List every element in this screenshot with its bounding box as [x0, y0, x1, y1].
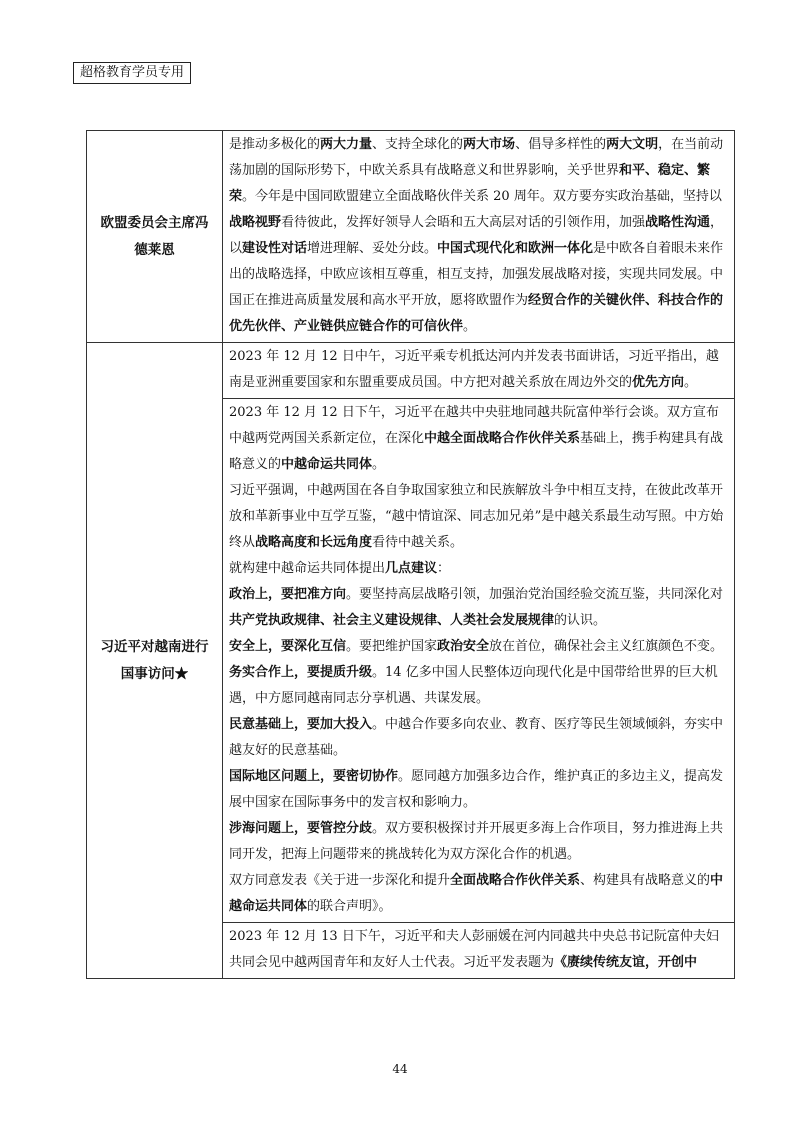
text-segment: 看待中越关系。: [372, 535, 464, 550]
text-segment: 。: [372, 457, 386, 472]
paragraph: [229, 924, 728, 976]
text-segment: 。要把维护国家: [346, 639, 438, 654]
row-title-cell: 习近平对越南进行国事访问★: [87, 343, 223, 979]
paragraph: [229, 868, 728, 920]
bold-text: 战略高度和长远角度: [255, 535, 373, 550]
bold-text: 安全上，要深化互信: [229, 639, 347, 654]
bold-text: 涉海问题上，要管控分歧: [229, 821, 373, 836]
bold-text: 和平、稳定、繁荣: [229, 163, 711, 204]
paragraph: [229, 478, 728, 556]
text-segment: 。今年是中国同欧盟建立全面战略伙伴关系 20 周年。双方要夯实政治基础，坚持以: [242, 189, 722, 204]
bold-text: 中越命运共同体: [281, 457, 373, 472]
text-segment: 。14 亿多中国人民整体迈向现代化是中国带给世界的巨大机遇，中方愿同越南同志分享机遇、共谋发展。: [229, 665, 718, 706]
paragraph: [229, 132, 728, 340]
content-cell: [223, 399, 735, 923]
paragraph: [229, 660, 728, 712]
content-cell: [223, 343, 735, 399]
paragraph: [229, 634, 728, 660]
bold-text: 优先方向: [632, 375, 685, 390]
text-segment: 增进理解、妥处分歧。: [307, 241, 438, 256]
bold-text: 共产党执政规律、社会主义建设规律、人类社会发展规律: [229, 613, 555, 628]
text-segment: 习近平强调，中越两国在各自争取国家独立和民族解放斗争中相互支持，在彼此改革开放和革新事业中互学互鉴，“越中情谊深、同志加兄弟”是中越关系最生动写照。中方始终从: [229, 483, 724, 550]
bold-text: 战略性沟通: [645, 215, 711, 230]
text-segment: 2023 年 12 月 12 日中午，习近平乘专机抵达河内并发表书面讲话，习近平指出，越南是亚洲重要国家和东盟重要成员国。中方把对越关系放在周边外交的: [229, 349, 719, 390]
bold-text: 政治上，要把准方向: [229, 587, 347, 602]
bold-text: 务实合作上，要提质升级: [229, 665, 373, 680]
document-header-label: 超格教育学员专用: [73, 62, 191, 84]
content-cell: [223, 131, 735, 343]
text-segment: 。要坚持高层战略引领，加强治党治国经验交流互鉴，共同深化对: [346, 587, 724, 602]
bold-text: 经贸合作的关键伙伴、科技合作的优先伙伴、产业链供应链合作的可信伙伴: [229, 293, 724, 334]
text-segment: 基础上，携手构建具有战略意义的: [229, 431, 724, 472]
text-segment: 双方同意发表《关于进一步深化和提升: [229, 873, 451, 888]
paragraph: [229, 556, 728, 582]
bold-text: 全面战略合作伙伴关系: [450, 873, 581, 888]
text-segment: 。: [463, 319, 477, 334]
table-row: [87, 131, 735, 343]
text-segment: 、支持全球化的: [372, 137, 464, 152]
bold-text: 中越全面战略合作伙伴关系: [424, 431, 581, 446]
text-segment: 。愿同越方加强多边合作，维护真正的多边主义，提高发展中国家在国际事务中的发言权和影响力。: [229, 769, 724, 810]
bold-text: 中国式现代化和欧洲一体化: [437, 241, 594, 256]
bold-text: 政治安全: [437, 639, 490, 654]
text-segment: ，在当前动荡加剧的国际形势下，中欧关系具有战略意义和世界影响，关乎世界: [229, 137, 724, 178]
bold-text: 《赓续传统友谊，开创中: [554, 955, 698, 970]
bold-text: 民意基础上，要加大投入: [229, 717, 373, 732]
paragraph: [229, 400, 728, 478]
paragraph: [229, 816, 728, 868]
content-cell: [223, 923, 735, 979]
bold-text: 建设性对话: [242, 241, 308, 256]
row-title-cell: 欧盟委员会主席冯德莱恩: [87, 131, 223, 343]
text-segment: 、构建具有战略意义的: [580, 873, 711, 888]
bold-text: 两大文明: [606, 137, 659, 152]
text-segment: 2023 年 12 月 12 日下午，习近平在越共中央驻地同越共阮富仲举行会谈。双方宣布中越两党两国关系新定位，在深化: [229, 405, 719, 446]
text-segment: 是推动多极化的: [229, 137, 321, 152]
bold-text: 国际地区问题上，要密切协作: [229, 769, 399, 784]
text-segment: 。双方要积极探讨并开展更多海上合作项目，努力推进海上共同开发，把海上问题带来的挑战转化为双方深化合作的机遇。: [229, 821, 724, 862]
bold-text: 两大市场: [463, 137, 516, 152]
bold-text: 战略视野: [229, 215, 282, 230]
table-row: [87, 343, 735, 399]
paragraph: [229, 764, 728, 816]
text-segment: 是中欧各自着眼未来作出的战略选择，中欧应该相互尊重，相互支持，加强发展战略对接，实现共同发展。中国正在推进高质量发展和高水平开放，愿将欧盟作为: [229, 241, 724, 308]
text-segment: 的联合声明》。: [307, 899, 392, 914]
page-number: 44: [392, 1062, 408, 1076]
text-segment: 2023 年 12 月 13 日下午，习近平和夫人彭丽媛在河内同越共中央总书记阮富仲夫妇共同会见中越两国青年和友好人士代表。习近平发表题为: [229, 929, 719, 970]
text-segment: 。中越合作要多向农业、教育、医疗等民生领域倾斜，夯实中越友好的民意基础。: [229, 717, 724, 758]
text-segment: 、倡导多样性的: [515, 137, 607, 152]
text-segment: 。: [684, 375, 698, 390]
text-segment: 的认识。: [554, 613, 607, 628]
paragraph: [229, 582, 728, 634]
text-segment: 放在首位，确保社会主义红旗颜色不变。: [489, 639, 724, 654]
paragraph: [229, 712, 728, 764]
text-segment: 看待彼此，发挥好领导人会晤和五大高层对话的引领作用，加强: [281, 215, 646, 230]
bold-text: 中越命运共同体: [229, 873, 724, 914]
text-segment: ，以: [229, 215, 724, 256]
text-segment: 就构建中越命运共同体提出: [229, 561, 386, 576]
bold-text: 几点建议: [385, 561, 438, 576]
text-segment: ：: [437, 561, 451, 576]
paragraph: [229, 344, 728, 396]
bold-text: 两大力量: [320, 137, 373, 152]
content-table: [86, 130, 735, 979]
